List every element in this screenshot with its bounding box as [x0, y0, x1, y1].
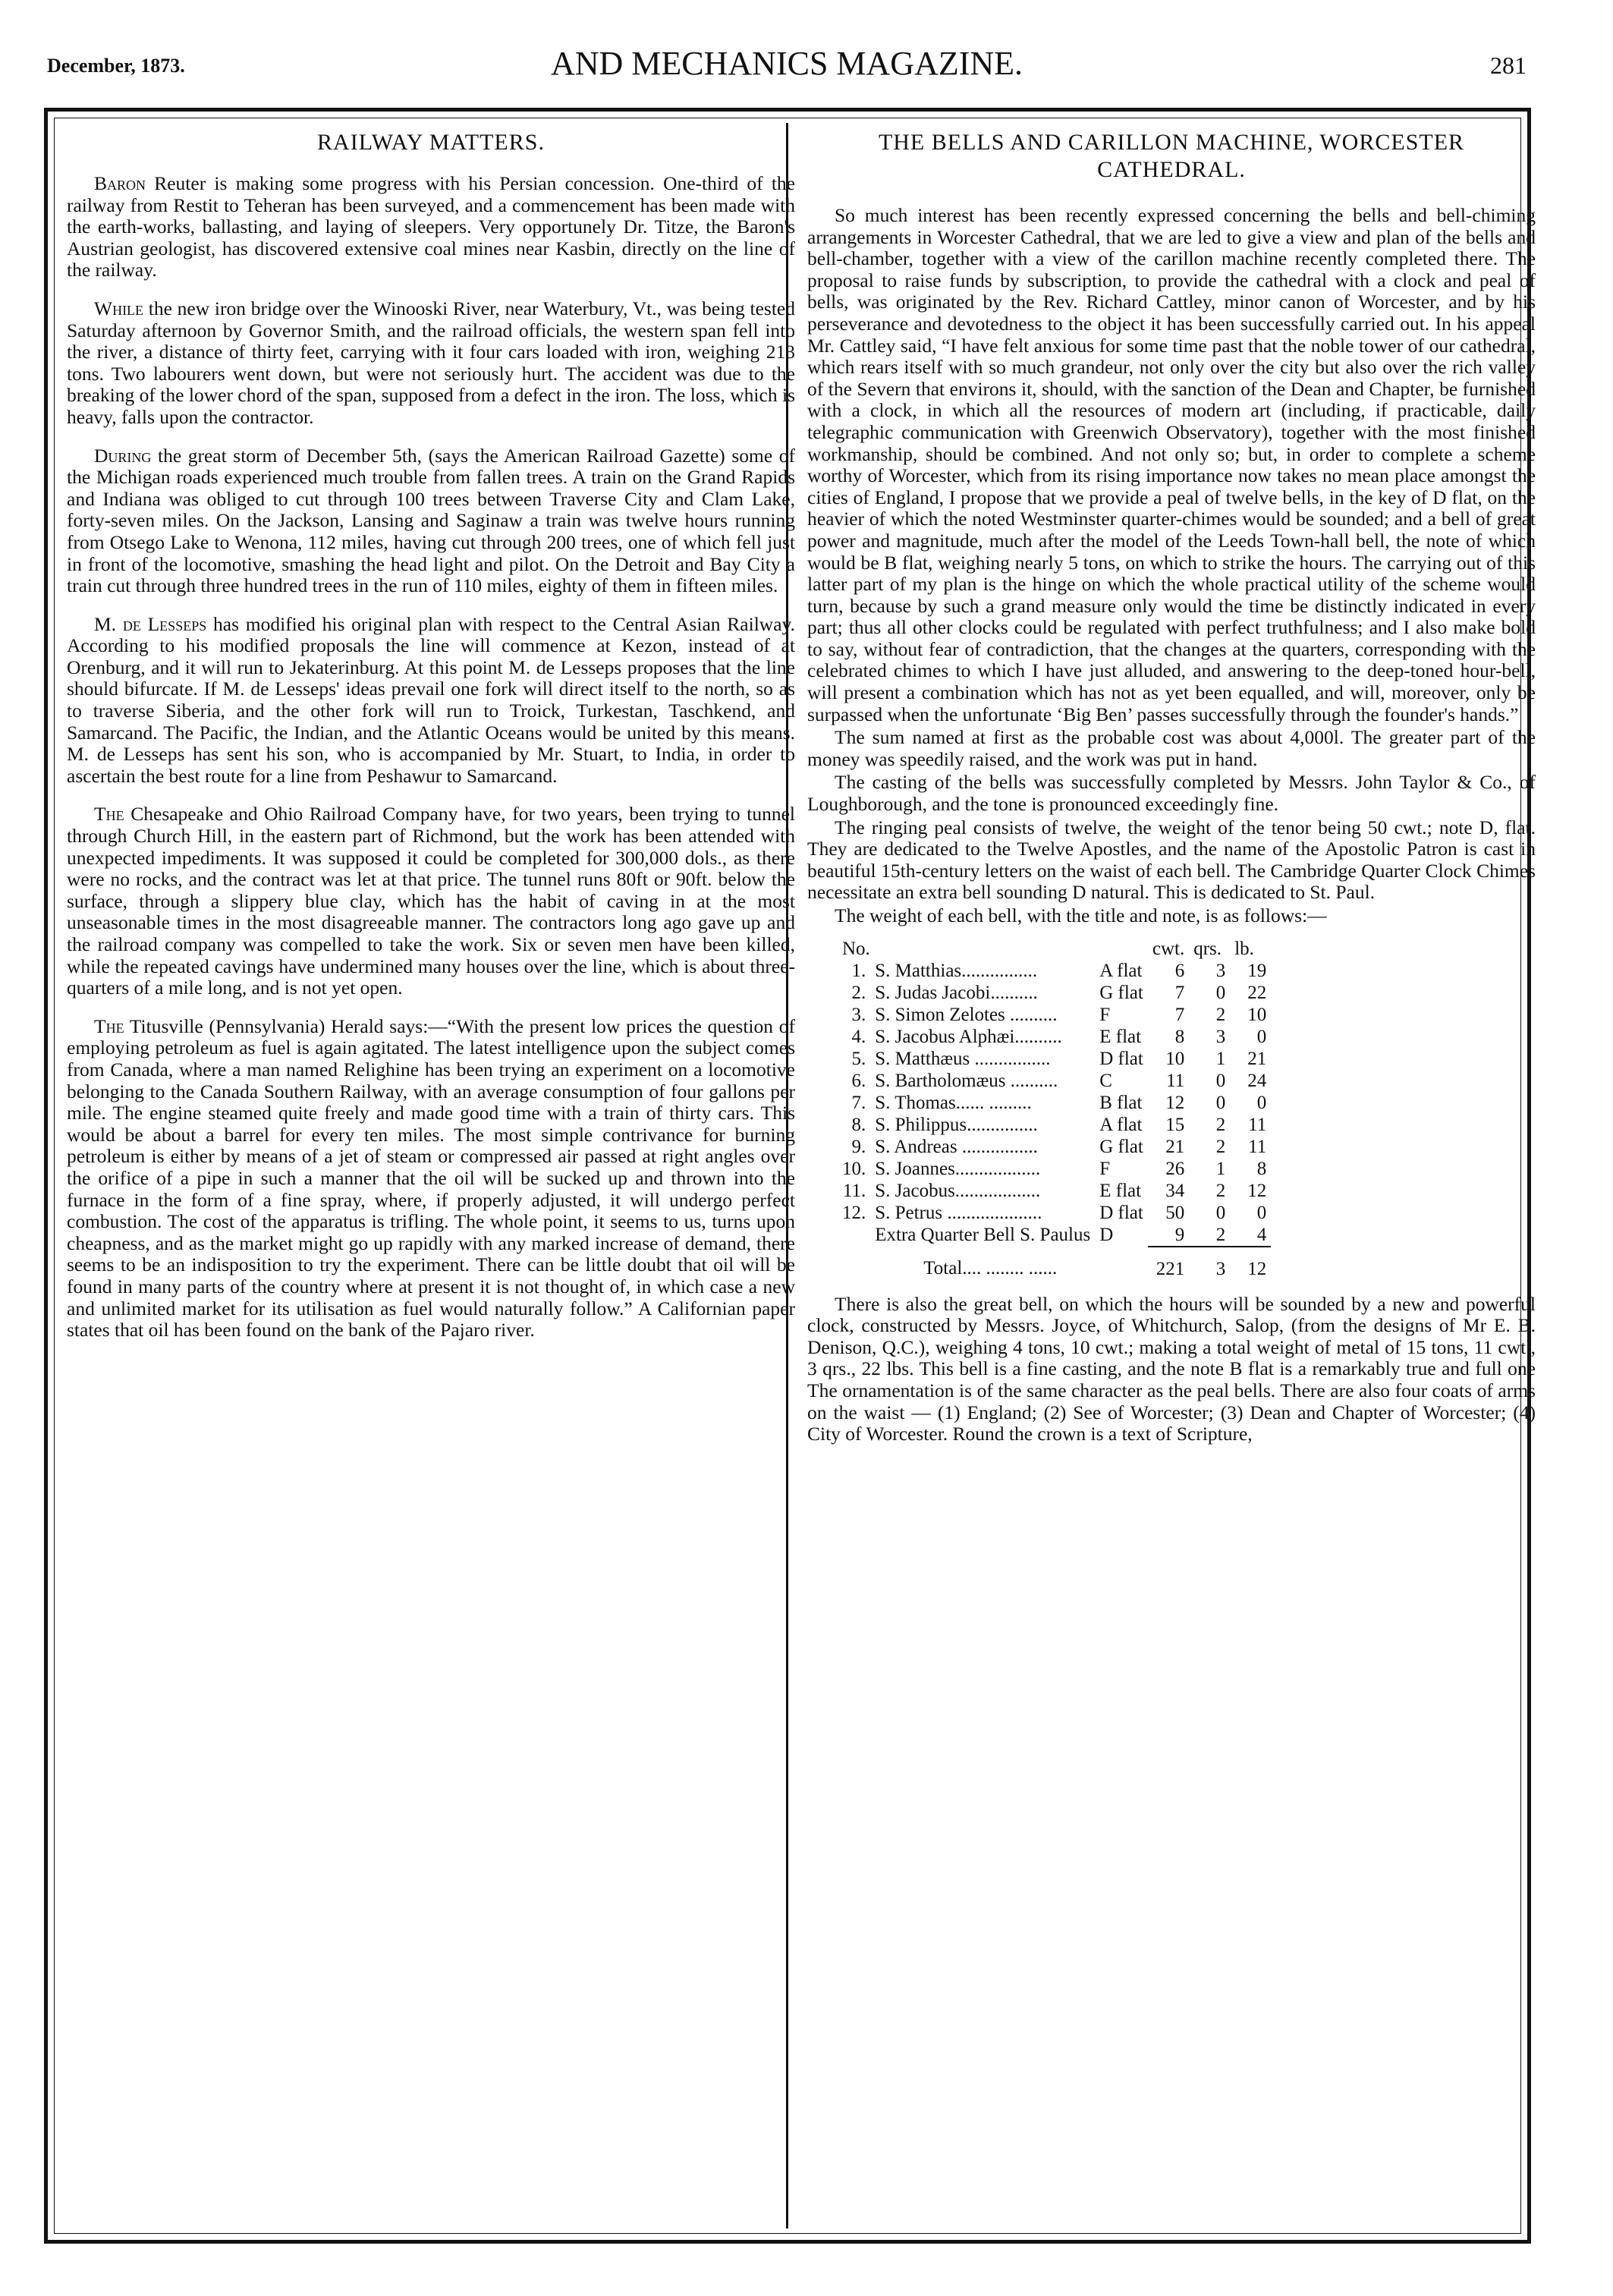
bell-lb: 0: [1256, 1202, 1267, 1223]
bell-name: S. Bartholomæus ..........: [875, 1070, 1058, 1091]
bell-name: S. Simon Zelotes ..........: [875, 1004, 1058, 1025]
paragraph-de-lesseps: M. de Lesseps has modified his original plan with respect to the Central Asian Railway. According to his modified proposals the line will commence at Kezon, instead of at Orenburg, and it will run to Jekaterinburg. At this point M. de Lesseps proposes that the line should bifurcate. If M. de Lesseps' ideas prevail one fork will direct itself to the north, so as to traverse Siberia, and the other fork will run to Troick, Turkestan, Taschkend, and Samarcand. The Pacific, the Indian, and the Atlantic Oceans would be united by this means. M. de Lesseps has sent his son, who is accompanied by Mr. Stuart, to India, in order to ascertain the best route for a line from Peshawur to Samarcand.: [67, 612, 795, 787]
bell-lb: 24: [1247, 1070, 1267, 1091]
total-qrs: 3: [1189, 1247, 1230, 1280]
paragraph-casting: The casting of the bells was successfully completed by Messrs. John Taylor & Co., of Loughborough, and the tone is pronounced exceedingly fine.: [807, 771, 1536, 816]
bell-lb: 10: [1247, 1004, 1267, 1025]
bell-cwt: 21: [1165, 1136, 1185, 1157]
table-row: [838, 1026, 1271, 1048]
bell-cwt: 15: [1165, 1114, 1185, 1135]
magazine-title: AND MECHANICS MAGAZINE.: [550, 45, 1023, 82]
header-no: No.: [842, 938, 870, 959]
bell-qrs: 2: [1215, 1114, 1226, 1135]
bell-note: G flat: [1099, 1136, 1143, 1157]
paragraph-petroleum-fuel: The Titusville (Pennsylvania) Herald says:—“With the present low prices the question of employing petroleum as fuel is again agitated. The latest intelligence upon the subject comes from Canada, where a man named Relighine has been trying an experiment on a locomotive belonging to the Canada Southern Railway, with an average consumption of four gallons per mile. The engine steamed quite freely and made good time with a train of thirty cars. This would be about a barrel for every ten miles. The most simple contrivance for burning petroleum is either by means of a jet of steam or compressed air passed at right angles over the orifice of a pipe in such a manner that the oil will be sucked up and thrown into the furnace in the form of a fine spray, where, if properly adjusted, it will undergo perfect combustion. The cost of the apparatus is trifling. The whole point, it seems to us, turns upon cheapness, and as the market might go up rapidly with any marked increase of demand, there seems to be an indisposition to try the experiment. There can be little doubt that oil will be found in many parts of the country where at present it is not thought of, in which case a new and unlimited market for its utilisation as fuel would naturally follow.” A Californian paper states that oil has been found on the bank of the Pajaro river.: [67, 1014, 795, 1341]
bell-note: E flat: [1099, 1026, 1142, 1047]
paragraph-bells-intro: So much interest has been recently expressed concerning the bells and bell-chiming arrangements in Worcester Cathedral, that we are led to give a view and plan of the bells and bell-chamber, together with a view of the carillon machine recently completed there. The proposal to raise funds by subscription, to provide the cathedral with a clock and peal of bells, was originated by the Rev. Richard Cattley, minor canon of Worcester, and by his perseverance and devotedness to the object it has been successfully carried out. In his appeal Mr. Cattley said, “I have felt anxious for some time past that the noble tower of our cathedral, which rears itself with so much grandeur, not only over the city but also over the rich valley of the Severn that environs it, should, with the sanction of the Dean and Chapter, be furnished with a clock, in which all the resources of modern art (including, if practicable, daily telegraphic communication with Greenwich Observatory), together with the most finished workmanship, should be combined. And not only so; but, in order to complete a scheme worthy of Worcester, which from its rising importance now takes no mean place amongst the cities of England, I propose that we provide a peal of twelve bells, in the key of D flat, on the heavier of which the noted Westminster quarter-chimes would be sounded; and a bell of great power and magnitude, much after the model of the Leeds Town-hall bell, the note of which would be B flat, weighing nearly 5 tons, on which to strike the hours. The carrying out of this latter part of my plan is the hinge on which the whole practical utility of the scheme would turn, because by such a grand measure only would the time be distinctly indicated in every part; thus all other clocks could be regulated with perfect truthfulness; and I also make bold to say, without fear of contradiction, that the changes at the quarters, corresponding with the celebrated chimes to which I have just alluded, and answering to the deep-toned hour-bell, will present a combination which has not as yet been equalled, and will, moreover, only be surpassed when the unfortunate ‘Big Ben’ passes successfully through the founder's hands.”: [807, 204, 1536, 725]
bell-number: 12.: [842, 1202, 866, 1223]
header-lb: lb.: [1234, 938, 1254, 959]
paragraph-great-bell: There is also the great bell, on which the hours will be sounded by a new and powerful clock, constructed by Messrs. Joyce, of Whitchurch, Salop, (from the designs of Mr E. B. Denison, Q.C.), weighing 4 tons, 10 cwt.; making a total weight of metal of 15 tons, 11 cwt., 3 qrs., 22 lbs. This bell is a fine casting, and the note B flat is a remarkably true and full one The ornamentation is of the same character as the peal bells. There are also four coats of arms on the waist — (1) England; (2) See of Worcester; (3) Dean and Chapter of Worcester; (4) City of Worcester. Round the crown is a text of Scripture,: [807, 1292, 1536, 1445]
table-row: [838, 1048, 1271, 1070]
bell-number: 3.: [851, 1004, 866, 1025]
table-row: [838, 982, 1271, 1004]
bell-qrs: 2: [1215, 1136, 1226, 1157]
bell-cwt: 12: [1165, 1092, 1185, 1113]
bell-lb: 4: [1256, 1224, 1267, 1245]
section-title-railway-matters: RAILWAY MATTERS.: [317, 130, 545, 155]
right-column: [807, 129, 1536, 1447]
bell-cwt: 11: [1166, 1070, 1185, 1091]
bell-note: D flat: [1099, 1202, 1143, 1223]
bell-name: S. Matthias................: [875, 960, 1038, 981]
bell-qrs: 3: [1215, 960, 1226, 981]
bell-cwt: 34: [1165, 1180, 1185, 1201]
table-header-row: [838, 938, 1271, 960]
bell-name: S. Jacobus..................: [875, 1180, 1041, 1201]
page-number: 281: [1490, 52, 1527, 79]
bell-qrs: 2: [1215, 1004, 1226, 1025]
bell-note: D flat: [1099, 1048, 1143, 1069]
total-row: [838, 1247, 1271, 1280]
bell-qrs: 1: [1215, 1048, 1226, 1069]
bell-cwt: 7: [1174, 1004, 1185, 1025]
bell-note: A flat: [1099, 960, 1143, 981]
bell-qrs: 0: [1215, 982, 1226, 1003]
section-title-bells: THE BELLS AND CARILLON MACHINE, WORCESTER CATHEDRAL.: [878, 130, 1465, 182]
bell-lb: 12: [1247, 1180, 1267, 1201]
table-row: [838, 1202, 1271, 1224]
bell-name: S. Judas Jacobi..........: [875, 982, 1038, 1003]
bell-cwt: 6: [1174, 960, 1185, 981]
bell-lb: 19: [1247, 960, 1267, 981]
bell-number: [838, 1224, 870, 1247]
bell-note: F: [1099, 1158, 1111, 1179]
bell-note: F: [1099, 1004, 1111, 1025]
bell-rows: [838, 960, 1271, 1247]
bell-cwt: 26: [1165, 1158, 1185, 1179]
bell-name: S. Andreas ................: [875, 1136, 1038, 1157]
paragraph-ringing-peal: The ringing peal consists of twelve, the weight of the tenor being 50 cwt.; note D, flat. They are dedicated to the Twelve Apostles, and the name of the Apostolic Patron is cast in beautiful 15th-century letters on the waist of each bell. The Cambridge Quarter Clock Chimes necessitate an extra bell sounding D natural. This is dedicated to St. Paul.: [807, 816, 1536, 904]
header-cwt: cwt.: [1152, 938, 1185, 959]
bell-qrs: 2: [1215, 1180, 1226, 1201]
issue-date: December, 1873.: [47, 55, 185, 77]
bell-note: B flat: [1099, 1092, 1143, 1113]
bell-name: Extra Quarter Bell S. Paulus: [875, 1225, 1091, 1246]
paragraph-great-storm: During the great storm of December 5th, (says the American Railroad Gazette) some of the Michigan roads experienced much trouble from fallen trees. A train on the Grand Rapids and Indiana was obliged to cut through 100 trees between Traverse City and Clam Lake, forty-seven miles. On the Jackson, Lansing and Saginaw a train was twelve hours running from Otsego Lake to Wenona, 112 miles, having cut through 200 trees, one of which fell just in front of the locomotive, smashing the head light and pilot. On the Detroit and Bay City a train cut through three hundred trees in the run of 110 miles, eighty of them in fifteen miles.: [67, 444, 795, 597]
table-row: [838, 1114, 1271, 1136]
bell-number: 10.: [842, 1158, 866, 1179]
bell-number: 4.: [851, 1026, 866, 1047]
bell-name: S. Thomas...... .........: [875, 1092, 1032, 1113]
bell-lb: 21: [1247, 1048, 1267, 1069]
bell-note: A flat: [1099, 1114, 1143, 1135]
bell-lb: 22: [1247, 982, 1267, 1003]
left-column: [67, 129, 795, 1358]
table-row: [838, 1092, 1271, 1114]
bell-number: 6.: [851, 1070, 866, 1091]
bell-qrs: 2: [1215, 1224, 1226, 1245]
bell-cwt: 50: [1165, 1202, 1185, 1223]
bell-lb: 0: [1256, 1026, 1267, 1047]
bell-cwt: 8: [1174, 1026, 1185, 1047]
bell-name: S. Petrus ....................: [875, 1202, 1042, 1223]
total-lb: 12: [1230, 1247, 1271, 1280]
bell-lb: 0: [1256, 1092, 1267, 1113]
bell-weights-table: [838, 938, 1271, 1280]
bell-number: 9.: [851, 1136, 866, 1157]
bell-note: D: [1099, 1225, 1114, 1246]
paragraph-cost: The sum named at first as the probable cost was about 4,000l. The greater part of the money was speedily raised, and the work was put in hand.: [807, 726, 1536, 770]
bell-cwt: 7: [1174, 982, 1185, 1003]
bell-number: 11.: [842, 1180, 866, 1201]
bell-qrs: 0: [1215, 1070, 1226, 1091]
paragraph-persian-concession: Baron Reuter is making some progress with his Persian concession. One-third of the railway from Restit to Teheran has been surveyed, and a commencement has been made with the earth-works, ballasting, and laying of sleepers. Very opportunely Dr. Titze, the Baron's Austrian geologist, has discovered extensive coal mines near Kasbin, directly on the line of the railway.: [67, 172, 795, 281]
table-row: [838, 1224, 1271, 1247]
paragraph-winooski-bridge: While the new iron bridge over the Winooski River, near Waterbury, Vt., was being tested Saturday afternoon by Governor Smith, and the railroad officials, the western span fell into the river, a distance of thirty feet, carrying with it four cars loaded with iron, weighing 213 tons. Two labourers went down, but were not seriously hurt. The accident was due to the breaking of the lower chord of the span, supposed from a defect in the iron. The loss, which is heavy, falls upon the contractor.: [67, 297, 795, 428]
bell-lb: 8: [1256, 1158, 1267, 1179]
bell-cwt: 9: [1174, 1224, 1185, 1245]
table-row: [838, 1136, 1271, 1158]
paragraph-weights-intro: The weight of each bell, with the title and note, is as follows:—: [835, 904, 1327, 926]
bell-note: C: [1099, 1070, 1112, 1091]
bell-number: 8.: [851, 1114, 866, 1135]
bell-lb: 11: [1248, 1114, 1267, 1135]
bell-note: E flat: [1099, 1180, 1142, 1201]
bell-name: S. Philippus...............: [875, 1114, 1038, 1135]
bell-name: S. Jacobus Alphæi..........: [875, 1026, 1062, 1047]
total-cwt: 221: [1148, 1247, 1189, 1280]
total-label: Total.... ........ ......: [923, 1258, 1058, 1279]
bell-number: 7.: [851, 1092, 866, 1113]
bell-qrs: 3: [1215, 1026, 1226, 1047]
bell-name: S. Joannes..................: [875, 1158, 1041, 1179]
bell-note: G flat: [1099, 982, 1143, 1003]
table-row: [838, 1180, 1271, 1202]
bell-lb: 11: [1248, 1136, 1267, 1157]
bell-number: 5.: [851, 1048, 866, 1069]
table-row: [838, 1158, 1271, 1180]
table-row: [838, 1070, 1271, 1092]
header-qrs: qrs.: [1193, 938, 1222, 959]
page-header: [47, 44, 1527, 97]
bell-cwt: 10: [1165, 1048, 1185, 1069]
paragraph-chesapeake-ohio: The Chesapeake and Ohio Railroad Company have, for two years, been trying to tunnel through Church Hill, in the eastern part of Richmond, but the work has been attended with unexpected impediments. It was supposed it could be completed for 300,000 dols., as there were no rocks, and the contract was let at that price. The tunnel runs 80ft or 90ft. below the surface, through a slippery blue clay, which has the habit of caving in at the most unseasonable times in the most disagreeable manner. The contractors long ago gave up and the railroad company was compelled to take the work. Six or seven men have been killed, while the repeated cavings have undermined many houses over the line, which is about three-quarters of a mile long, and is not yet open.: [67, 803, 795, 999]
table-row: [838, 1004, 1271, 1026]
bell-number: 2.: [851, 982, 866, 1003]
bell-name: S. Matthæus ................: [875, 1048, 1051, 1069]
bell-qrs: 0: [1215, 1202, 1226, 1223]
bell-number: 1.: [851, 960, 866, 981]
table-row: [838, 960, 1271, 982]
bell-qrs: 0: [1215, 1092, 1226, 1113]
bell-qrs: 1: [1215, 1158, 1226, 1179]
